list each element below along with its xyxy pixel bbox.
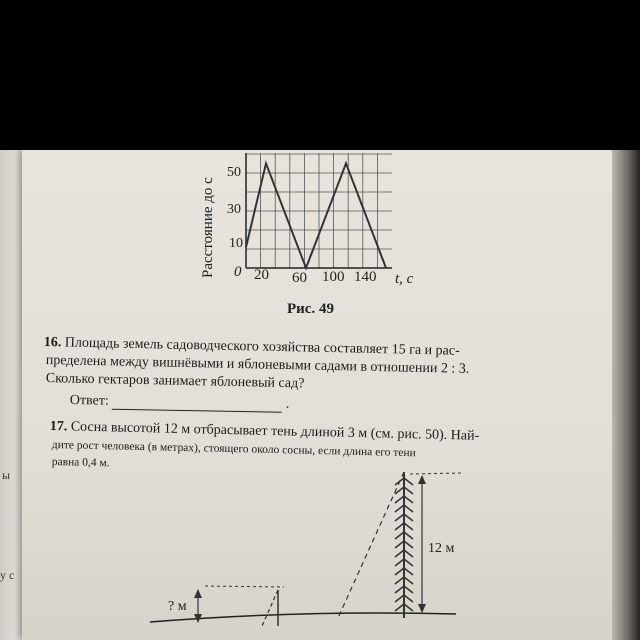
task-17-line: равна 0,4 м.: [51, 455, 110, 470]
background-top: [0, 0, 640, 150]
task-text: Сосна высотой 12 м отбрасывает тень длиной 3 м (см. рис. 50). Най-: [70, 419, 480, 444]
answer-label: Ответ:: [69, 392, 109, 409]
y-tick-label: 50: [227, 165, 241, 180]
x-tick-label: 60: [292, 270, 307, 286]
answer-row: Ответ: .: [69, 392, 290, 412]
task-16-line: Сколько гектаров занимает яблоневый сад?: [45, 370, 305, 392]
left-page-edge: [0, 150, 24, 640]
x-axis-label: t, c: [395, 271, 414, 287]
task-17-line: дите рост человека (в метрах), стоящего около сосны, если длина его тени: [51, 438, 416, 460]
figure-caption: Рис. 49: [287, 301, 334, 317]
x-tick-label: 100: [322, 269, 345, 285]
task-number: 17.: [49, 418, 68, 435]
task-text: Площадь земель садоводческого хозяйства составляет 15 га и рас-: [64, 335, 460, 359]
left-page-fragment: у с: [0, 568, 15, 582]
left-page-fragment: ы: [2, 468, 11, 482]
answer-field[interactable]: [112, 395, 282, 413]
tree-height-label: 12 м: [428, 541, 455, 556]
task-16-line: пределена между вишнёвыми и яблоневыми садами в отношении 2 : 3.: [45, 352, 470, 377]
y-tick-label: 10: [229, 236, 243, 251]
y-tick-label: 30: [227, 202, 241, 217]
book-edge-shadow: [612, 150, 640, 640]
x-tick-label: 0: [234, 264, 242, 280]
y-axis-label: Расстояние до с: [200, 177, 216, 278]
task-number: 16.: [43, 334, 62, 351]
x-tick-label: 140: [354, 269, 377, 285]
x-tick-label: 20: [254, 267, 269, 283]
person-height-label: ? м: [168, 599, 187, 614]
